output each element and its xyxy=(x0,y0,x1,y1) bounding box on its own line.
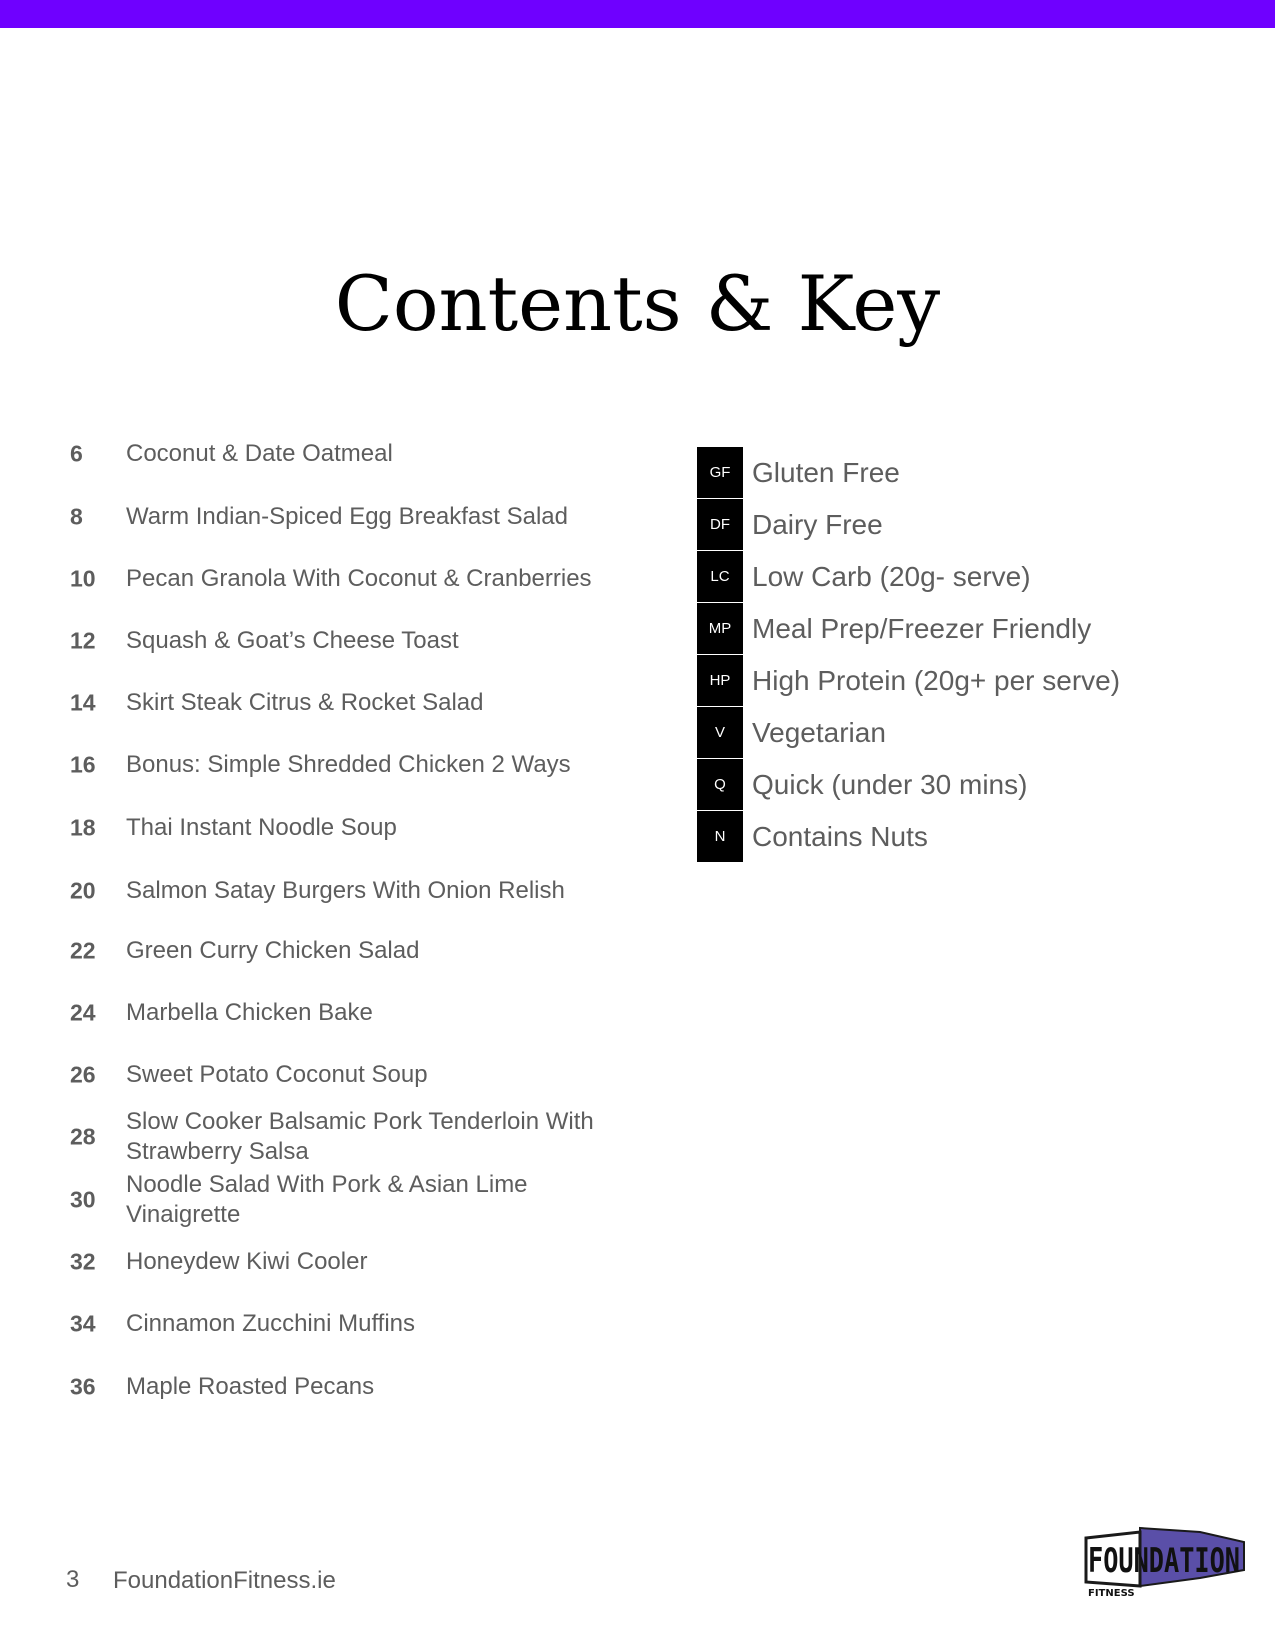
logo-text: FOUNDATION xyxy=(1088,1541,1240,1581)
key-label: High Protein (20g+ per serve) xyxy=(752,665,1121,696)
toc-item[interactable] xyxy=(70,668,630,738)
toc-item[interactable] xyxy=(70,978,630,1048)
toc-item[interactable] xyxy=(70,730,630,800)
key-badge: MP xyxy=(697,603,743,654)
footer-page-number: 3 xyxy=(66,1566,80,1593)
key-label: Meal Prep/Freezer Friendly xyxy=(752,613,1092,644)
toc-item[interactable] xyxy=(70,419,630,489)
toc-page-number: 6 xyxy=(70,440,83,467)
toc-title: Green Curry Chicken Salad xyxy=(126,937,420,964)
key-label: Low Carb (20g- serve) xyxy=(752,561,1031,592)
toc-title: Thai Instant Noodle Soup xyxy=(126,814,397,841)
toc-item[interactable] xyxy=(70,1289,630,1359)
toc-title: Noodle Salad With Pork & Asian Lime Vinaigrette xyxy=(126,1171,528,1228)
toc-title: Bonus: Simple Shredded Chicken 2 Ways xyxy=(126,751,571,778)
toc-title: Marbella Chicken Bake xyxy=(126,999,373,1026)
key-badge: HP xyxy=(697,655,743,706)
page-title: Contents & Key xyxy=(334,258,941,348)
key-badge: N xyxy=(697,811,743,862)
toc-item[interactable] xyxy=(70,1165,630,1235)
toc-page-number: 10 xyxy=(70,565,96,592)
toc-title: Warm Indian-Spiced Egg Breakfast Salad xyxy=(126,503,568,530)
toc-page-number: 12 xyxy=(70,627,96,654)
toc-item[interactable] xyxy=(70,1352,630,1422)
toc-item[interactable] xyxy=(70,793,630,863)
toc-page-number: 20 xyxy=(70,877,96,904)
toc-page-number: 24 xyxy=(70,999,96,1026)
toc-title: Coconut & Date Oatmeal xyxy=(126,440,393,467)
toc-title: Slow Cooker Balsamic Pork Tenderloin With Strawberry Salsa xyxy=(126,1108,594,1165)
key-label: Gluten Free xyxy=(752,457,900,488)
key-badge: LC xyxy=(697,551,743,602)
toc-title: Cinnamon Zucchini Muffins xyxy=(126,1310,416,1337)
foundation-fitness-logo-icon xyxy=(1080,1520,1250,1600)
toc-title: Honeydew Kiwi Cooler xyxy=(126,1248,368,1275)
toc-page-number: 8 xyxy=(70,503,83,530)
toc-page-number: 26 xyxy=(70,1061,96,1088)
toc-page-number: 22 xyxy=(70,937,96,964)
logo-subtext: FITNESS xyxy=(1088,1588,1135,1599)
toc-title: Sweet Potato Coconut Soup xyxy=(126,1061,428,1088)
toc-title: Maple Roasted Pecans xyxy=(126,1373,375,1400)
toc-page-number: 16 xyxy=(70,751,96,778)
key-label: Contains Nuts xyxy=(752,821,928,852)
toc-page-number: 18 xyxy=(70,814,96,841)
toc-item[interactable] xyxy=(70,1102,630,1172)
key-badge: Q xyxy=(697,759,743,810)
toc-title: Skirt Steak Citrus & Rocket Salad xyxy=(126,689,484,716)
key-label: Dairy Free xyxy=(752,509,883,540)
key-badge: DF xyxy=(697,499,743,550)
toc-title: Squash & Goat’s Cheese Toast xyxy=(126,627,459,654)
toc-item[interactable] xyxy=(70,606,630,676)
footer-website: FoundationFitness.ie xyxy=(113,1567,336,1594)
key-badge: GF xyxy=(697,447,743,498)
key-label: Quick (under 30 mins) xyxy=(752,769,1028,800)
toc-page-number: 32 xyxy=(70,1248,96,1275)
toc-page-number: 34 xyxy=(70,1310,96,1337)
toc-item[interactable] xyxy=(70,482,630,552)
toc-page-number: 30 xyxy=(70,1186,96,1213)
toc-title: Pecan Granola With Coconut & Cranberries xyxy=(126,565,592,592)
toc-page-number: 14 xyxy=(70,689,96,716)
toc-page-number: 28 xyxy=(70,1123,96,1150)
key-label: Vegetarian xyxy=(752,717,886,748)
toc-item[interactable] xyxy=(70,544,630,614)
toc-item[interactable] xyxy=(70,1040,630,1110)
toc-title: Salmon Satay Burgers With Onion Relish xyxy=(126,877,565,904)
toc-page-number: 36 xyxy=(70,1373,96,1400)
toc-item[interactable] xyxy=(70,916,630,986)
key-badge: V xyxy=(697,707,743,758)
toc-item[interactable] xyxy=(70,1227,630,1297)
top-accent-bar xyxy=(0,0,1275,28)
